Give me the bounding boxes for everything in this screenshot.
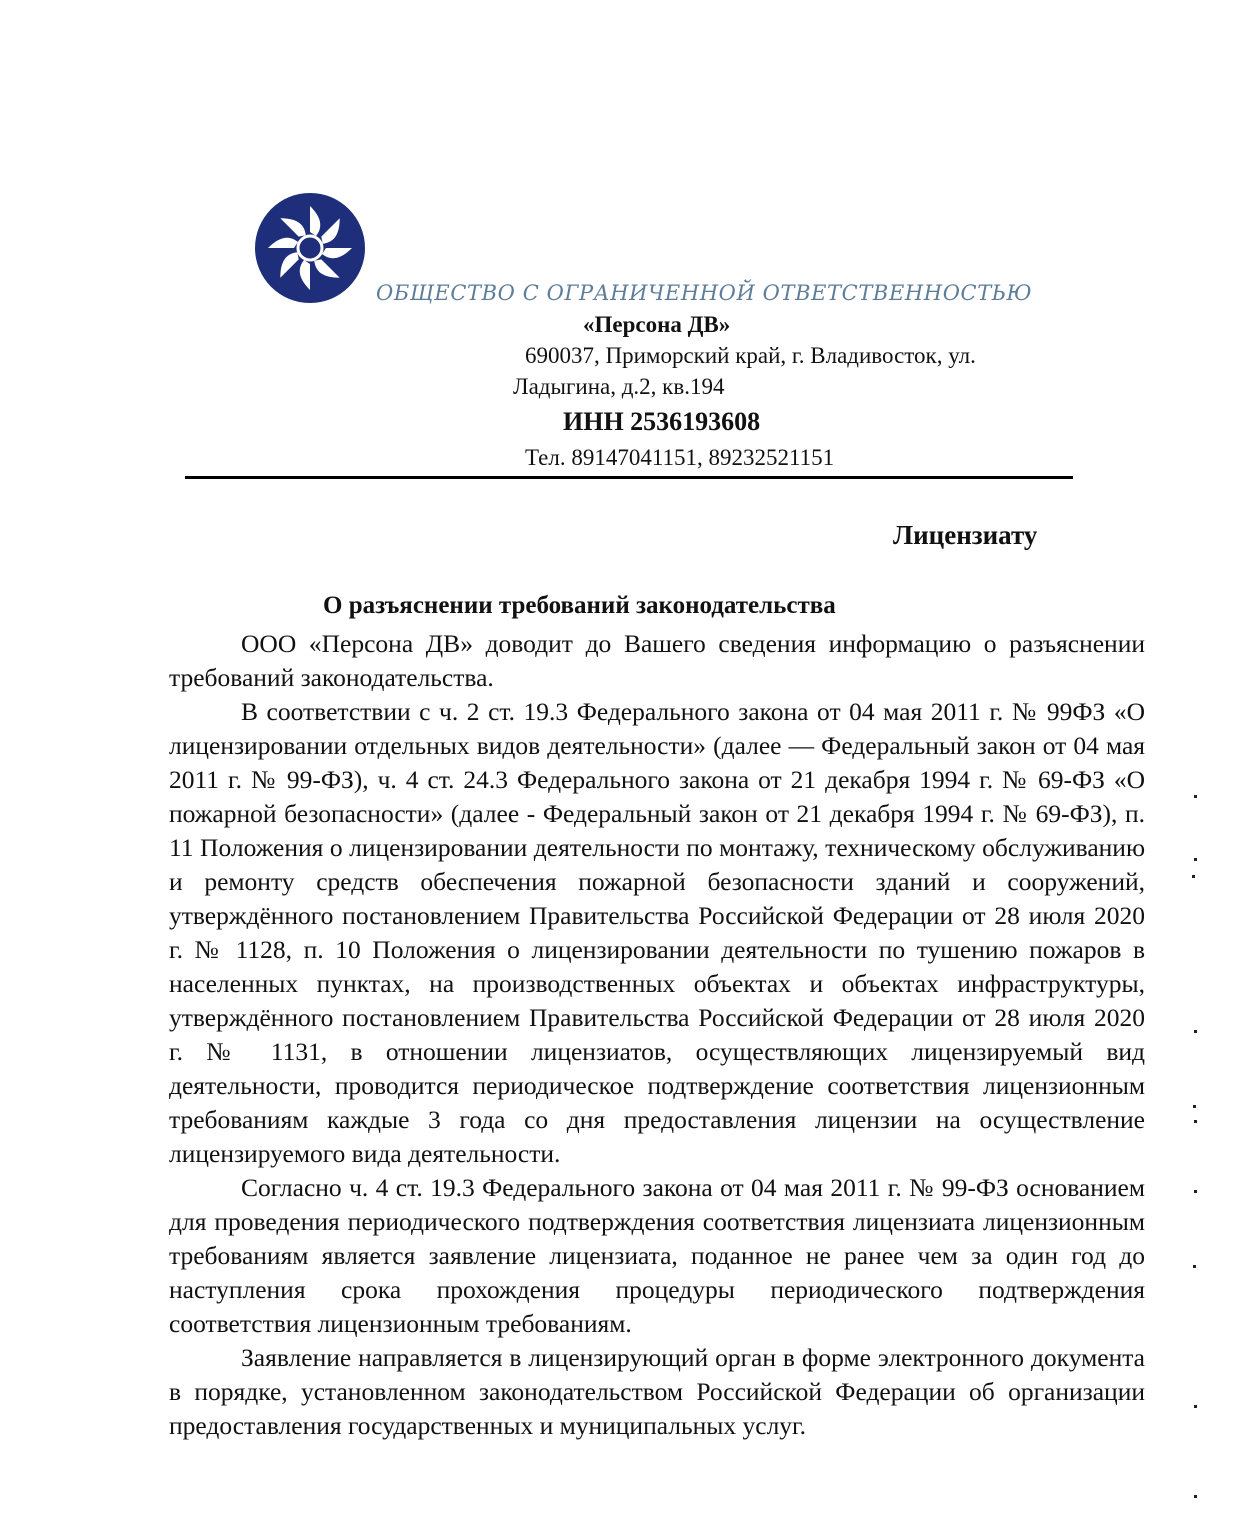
company-name: «Персона ДВ» xyxy=(583,312,731,337)
address-line-2: Ладыгина, д.2, кв.194 xyxy=(513,374,725,399)
phone-numbers: Тел. 89147041151, 89232521151 xyxy=(525,445,835,470)
paragraph-4: Заявление направляется в лицензирующий орган в форме электронного документа в порядке, установленном законодательством Российской Федерации об организации предоставления государственных и муниципальных услуг. xyxy=(169,1343,1145,1440)
letter-subject: О разъяснении требований законодательства xyxy=(323,592,836,619)
ornament-logo-icon xyxy=(252,192,368,304)
company-logo xyxy=(252,192,368,304)
inn-number: ИНН 2536193608 xyxy=(563,407,761,436)
paragraph-3: Согласно ч. 4 ст. 19.3 Федерального закона от 04 мая 2011 г. № 99-ФЗ основанием для проведения периодического подтверждения соответствия лицензиата лицензионным требованиям является заявление лицензиата, поданное не ранее чем за один год до наступления срока прохождения процедуры периодического подтверждения соответствия лицензионным требованиям. xyxy=(169,1173,1145,1338)
paragraph-1: ООО «Персона ДВ» доводит до Вашего сведения информацию о разъяснении требований законодательства. xyxy=(169,629,1145,692)
letterhead-divider xyxy=(185,476,1073,479)
scan-edge-marks xyxy=(1188,0,1208,1537)
paragraph-2: В соответствии с ч. 2 ст. 19.3 Федерального закона от 04 мая 2011 г. № 99ФЗ «О лицензировании отдельных видов деятельности» (далее — Федеральный закон от 04 мая 2011 г. № 99-ФЗ), ч. 4 ст. 24.3 Федерального закона от 21 декабря 1994 г. № 69-ФЗ «О пожарной безопасности» (далее - Федеральный закон от 21 декабря 1994 г. № 69-ФЗ), п. 11 Положения о лицензировании деятельности по монтажу, техническому обслуживанию и ремонту средств обеспечения пожарной безопасности зданий и сооружений, утверждённого постановлением Правительства Российской Федерации от 28 июля 2020 г. № 1128, п. 10 Положения о лицензировании деятельности по тушению пожаров в населенных пунктах, на производственных объектах и объектах инфраструктуры, утверждённого постановлением Правительства Российской Федерации от 28 июля 2020 г. № 1131, в отношении лицензиатов, осуществляющих лицензируемый вид деятельности, проводится периодическое подтверждение соответствия лицензионным требованиям каждые 3 года со дня предоставления лицензии на осуществление лицензируемого вида деятельности. xyxy=(169,697,1145,1168)
recipient: Лицензиату xyxy=(893,520,1038,550)
address-line-1: 690037, Приморский край, г. Владивосток, ул. xyxy=(525,343,976,368)
letter-body xyxy=(169,627,1145,1443)
company-type: ОБЩЕСТВО С ОГРАНИЧЕННОЙ ОТВЕТСТВЕННОСТЬЮ xyxy=(376,281,1033,305)
